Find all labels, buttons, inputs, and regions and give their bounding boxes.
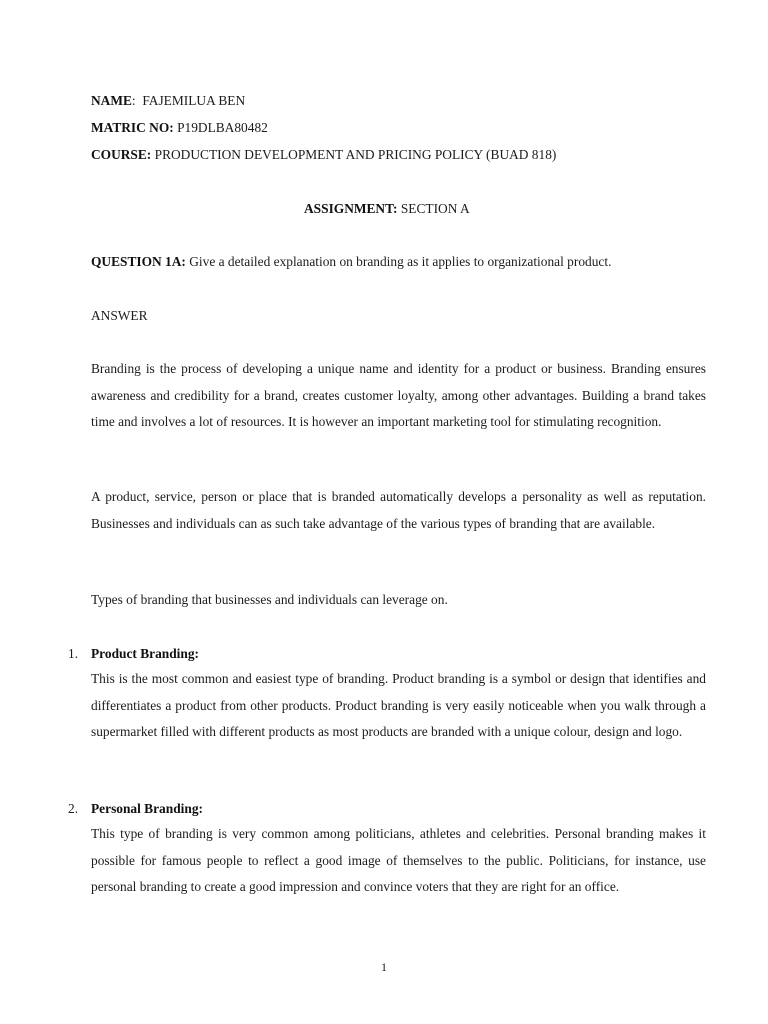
list-item-text: This is the most common and easiest type of branding. Product branding is a symbol or design that identifies and differentiates a product from other products. Product branding is very easily noticeable when you walk through a supermarket filled with different products as most products are branded with a unique colour, design and logo. (91, 671, 706, 740)
assignment-value: SECTION A (400, 201, 470, 216)
paragraph-2: A product, service, person or place that is branded automatically develops a personality as well as reputation. Businesses and individuals can as such take advantage of the various types of branding that are available. (91, 489, 706, 531)
matric-value: P19DLBA80482 (177, 120, 268, 135)
assignment-label: ASSIGNMENT: (304, 201, 398, 216)
page-number: 1 (381, 960, 387, 974)
name-line: NAME: FAJEMILUA BEN (91, 93, 246, 108)
name-label: NAME (91, 93, 132, 108)
course-label: COURSE: (91, 147, 152, 162)
question-line (91, 254, 611, 270)
paragraph-3: Types of branding that businesses and individuals can leverage on. (91, 592, 448, 607)
question-label: QUESTION 1A: (91, 254, 186, 269)
product-branding-title: Product Branding: (91, 646, 200, 661)
matric-line (91, 120, 268, 136)
personal-branding-title: Personal Branding: (91, 801, 203, 816)
list-item-text: This type of branding is very common among politicians, athletes and celebrities. Personal branding makes it possible for famous people to reflect a good image of themselves to the public. Politicians, for instance, use personal branding to create a good impression and convince voters that they are right for an office. (91, 826, 706, 895)
assignment-line (304, 201, 470, 217)
answer-heading: ANSWER (91, 308, 148, 323)
list-item-title (91, 646, 199, 662)
list-item-number: 2. (68, 801, 79, 816)
course-value: PRODUCTION DEVELOPMENT AND PRICING POLICY (BUAD 818) (154, 147, 557, 162)
name-value: FAJEMILUA BEN (142, 93, 246, 108)
course-line (91, 147, 556, 163)
question-text: Give a detailed explanation on branding as it applies to organizational product. (189, 254, 612, 269)
matric-label: MATRIC NO: (91, 120, 174, 135)
paragraph-1: Branding is the process of developing a unique name and identity for a product or business. Branding ensures awareness and credibility for a brand, creates customer loyalty, among other advantages. Building a brand takes time and involves a lot of resources. It is however an important marketing tool for stimulating recognition. (91, 361, 706, 430)
list-item-title (91, 801, 203, 817)
list-item-number: 1. (68, 646, 79, 661)
